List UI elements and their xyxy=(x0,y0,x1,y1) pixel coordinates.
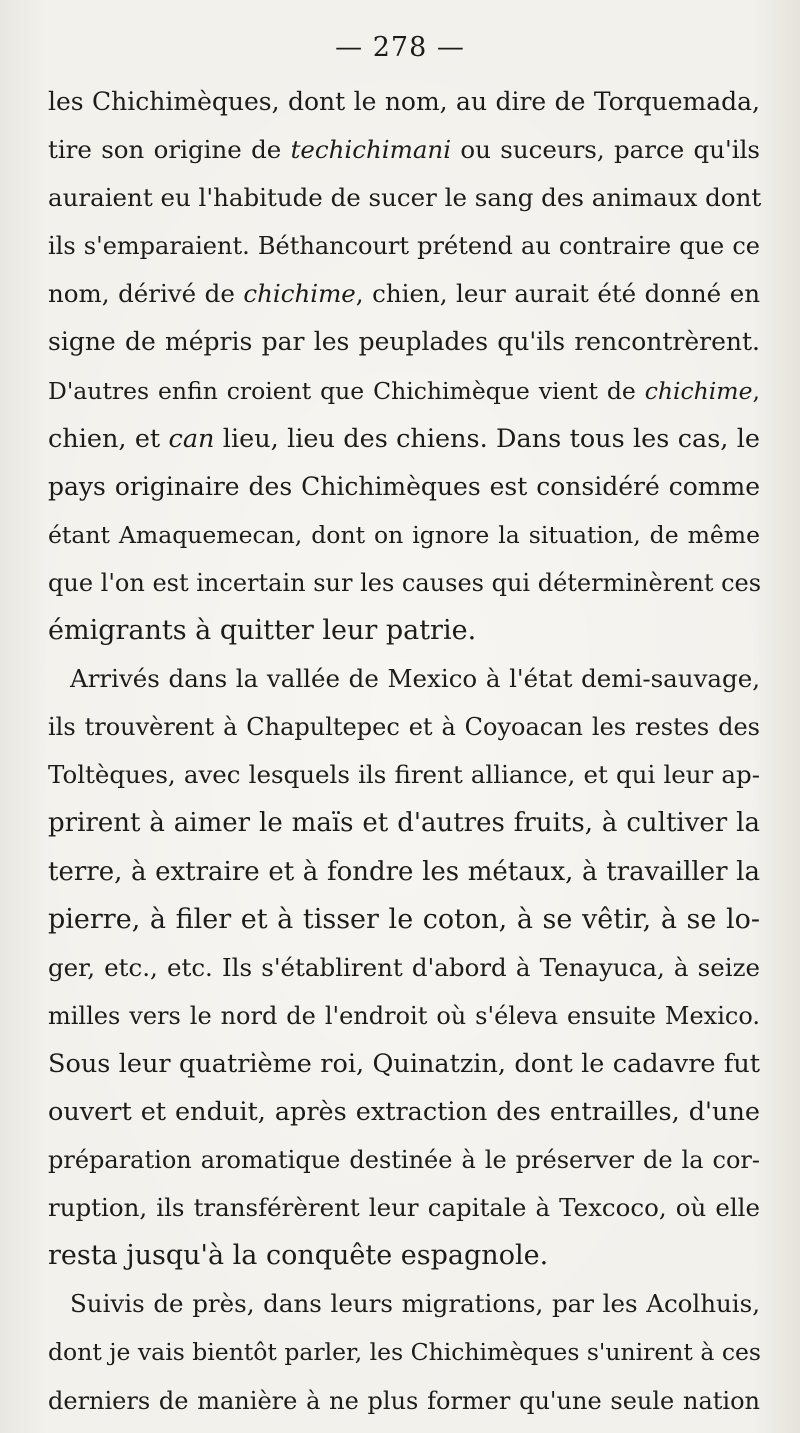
text-line xyxy=(48,174,760,222)
text-line xyxy=(48,1232,760,1280)
text-segment: derniers de manière à ne plus former qu'une seule nation xyxy=(48,1386,760,1415)
text-line xyxy=(48,78,760,126)
text-segment: ouvert et enduit, après extraction des entrailles, d'une xyxy=(48,1096,760,1127)
text-segment: milles vers le nord de l'endroit où s'éleva ensuite Mexico. xyxy=(48,1001,760,1030)
italic-term: chichime xyxy=(243,279,356,309)
text-segment: ils trouvèrent à Chapultepec et à Coyoacan les restes des xyxy=(48,713,760,742)
text-line xyxy=(48,1328,760,1376)
text-segment: nom, dérivé de xyxy=(48,279,244,309)
text-segment: terre, à extraire et à fondre les métaux, à travailler la xyxy=(48,856,760,887)
text-line xyxy=(48,415,760,463)
text-segment: tire son origine de xyxy=(48,135,291,165)
text-segment: pays originaire des Chichimèques est considéré comme xyxy=(48,471,760,501)
italic-term: techichimani xyxy=(290,135,452,165)
text-line xyxy=(48,703,760,751)
text-segment: lieu, lieu des chiens. Dans tous les cas, le xyxy=(214,423,760,454)
italic-term: chichime xyxy=(644,376,753,405)
text-segment: , chien, leur aurait été donné en xyxy=(355,279,760,309)
text-segment: dont je vais bientôt parler, les Chichimèques s'unirent à ces xyxy=(48,1338,761,1367)
text-line xyxy=(48,1280,760,1328)
text-segment: resta jusqu'à la conquête espagnole. xyxy=(48,1240,549,1272)
text-segment: auraient eu l'habitude de sucer le sang des animaux dont xyxy=(48,183,762,213)
text-line xyxy=(48,607,760,655)
text-line xyxy=(48,1088,760,1136)
text-line xyxy=(48,559,760,607)
text-segment: étant Amaquemecan, dont on ignore la situation, de même xyxy=(48,520,760,549)
text-segment: que l'on est incertain sur les causes qui déterminèrent ces xyxy=(48,568,762,597)
text-segment: Sous leur quatrième roi, Quinatzin, dont le cadavre fut xyxy=(48,1048,760,1079)
text-line xyxy=(48,1040,760,1088)
body-text xyxy=(48,78,760,1425)
text-line xyxy=(48,318,760,366)
text-segment: pierre, à filer et à tisser le coton, à se vêtir, à se lo- xyxy=(48,903,760,935)
text-segment: préparation aromatique destinée à le préserver de la cor- xyxy=(48,1146,760,1175)
text-segment: Toltèques, avec lesquels ils firent alliance, et qui leur ap- xyxy=(48,760,760,790)
text-line xyxy=(48,751,760,799)
text-line xyxy=(48,126,760,174)
text-line xyxy=(48,270,760,318)
text-line xyxy=(48,1184,760,1232)
text-line xyxy=(48,992,760,1040)
text-line xyxy=(48,463,760,511)
text-segment: émigrants à quitter leur patrie. xyxy=(48,615,477,647)
text-segment: ger, etc., etc. Ils s'établirent d'abord à Tenayuca, à seize xyxy=(48,952,760,982)
text-segment: prirent à aimer le maïs et d'autres fruits, à cultiver la xyxy=(48,808,760,839)
italic-term: can xyxy=(168,423,215,454)
text-segment: , xyxy=(752,376,760,405)
text-segment: chien, et xyxy=(48,423,169,454)
text-segment: D'autres enfin croient que Chichimèque vient de xyxy=(48,376,645,405)
text-line xyxy=(48,896,760,944)
text-segment: signe de mépris par les peuplades qu'ils rencontrèrent. xyxy=(48,327,760,357)
text-line xyxy=(48,655,760,703)
text-line xyxy=(48,944,760,992)
text-segment: Suivis de près, dans leurs migrations, par les Acolhuis, xyxy=(70,1289,760,1319)
text-line xyxy=(48,799,760,847)
page-number: — 278 — xyxy=(335,32,465,63)
text-line xyxy=(48,511,760,559)
text-segment: Arrivés dans la vallée de Mexico à l'état demi-sauvage, xyxy=(70,664,760,694)
text-segment: ou suceurs, parce qu'ils xyxy=(451,135,760,165)
text-line xyxy=(48,222,760,270)
text-segment: les Chichimèques, dont le nom, au dire de Torquemada, xyxy=(48,87,760,116)
text-line xyxy=(48,848,760,896)
text-line xyxy=(48,367,760,415)
text-segment: ruption, ils transférèrent leur capitale à Texcoco, où elle xyxy=(48,1193,760,1223)
text-line xyxy=(48,1136,760,1184)
text-line xyxy=(48,1377,760,1425)
text-segment: ils s'emparaient. Béthancourt prétend au contraire que ce xyxy=(48,232,760,261)
